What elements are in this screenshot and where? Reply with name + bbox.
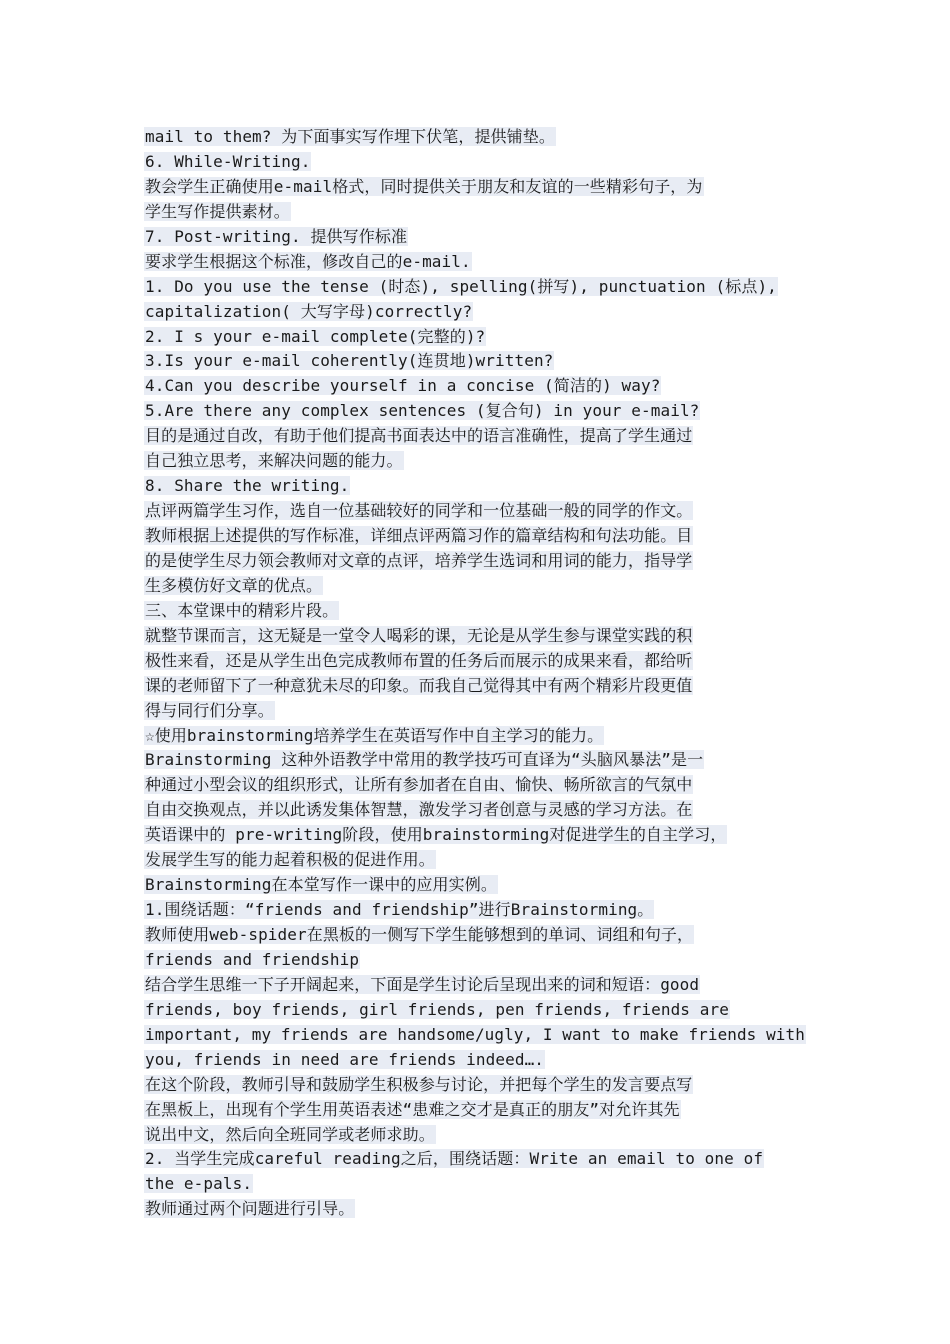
text-line-content: 在这个阶段，教师引导和鼓励学生积极参与讨论，并把每个学生的发言要点写 (145, 1074, 693, 1094)
text-line-content: 在黑板上，出现有个学生用英语表述“患难之交才是真正的朋友”对允许其先 (145, 1099, 680, 1119)
text-line (144, 326, 806, 348)
text-line (144, 276, 806, 298)
text-line (144, 1124, 806, 1146)
text-line (144, 924, 806, 946)
text-line-content: Brainstorming在本堂写作一课中的应用实例。 (145, 875, 497, 895)
text-line (144, 176, 806, 198)
text-line-content: important, my friends are handsome/ugly, I want to make friends with (145, 1024, 805, 1044)
text-line (144, 400, 806, 422)
text-line (144, 450, 806, 472)
text-line (144, 675, 806, 697)
text-line (144, 301, 806, 323)
text-line-content: 8. Share the writing. (145, 476, 350, 496)
text-line (144, 575, 806, 597)
text-line (144, 824, 806, 846)
text-line-content: 学生写作提供素材。 (145, 201, 290, 221)
text-line-content: capitalization( 大写字母)correctly? (145, 301, 473, 321)
text-line-content: 就整节课而言，这无疑是一堂令人喝彩的课，无论是从学生参与课堂实践的积 (145, 625, 693, 645)
text-line-content: 自己独立思考，来解决问题的能力。 (145, 451, 403, 471)
text-line-content: 发展学生写的能力起着积极的促进作用。 (145, 850, 435, 870)
text-line (144, 201, 806, 223)
text-line-content: 教师根据上述提供的写作标准，详细点评两篇习作的篇章结构和句法功能。目 (145, 526, 693, 545)
text-line-content: 得与同行们分享。 (145, 700, 274, 720)
text-line (144, 1173, 806, 1195)
text-line-content: 6. While-Writing. (145, 151, 311, 171)
text-line (144, 774, 806, 796)
text-line (144, 600, 806, 622)
text-line (144, 151, 806, 173)
text-line (144, 425, 806, 447)
text-line (144, 1024, 806, 1046)
text-line-content: 2. 当学生完成careful reading之后，围绕话题：Write an email to one of (145, 1149, 764, 1169)
text-line (144, 899, 806, 921)
text-line-content: you, friends in need are friends indeed…. (145, 1049, 545, 1069)
text-line (144, 874, 806, 896)
text-line-content: 3.Is your e-mail coherently(连贯地)written? (145, 351, 554, 371)
text-line (144, 525, 806, 547)
text-line-content: 课的老师留下了一种意犹未尽的印象。而我自己觉得其中有两个精彩片段更值 (145, 675, 693, 695)
text-line-content: ☆使用brainstorming培养学生在英语写作中自主学习的能力。 (145, 725, 604, 745)
text-line (144, 126, 806, 148)
text-line (144, 650, 806, 672)
text-line (144, 350, 806, 372)
text-line (144, 999, 806, 1021)
text-line-content: friends and friendship (145, 949, 360, 969)
text-line-content: 1. Do you use the tense (时态), spelling(拼写), punctuation (标点), (145, 276, 777, 296)
text-line (144, 749, 806, 771)
text-line-content: 目的是通过自改，有助于他们提高书面表达中的语言准确性，提高了学生通过 (145, 426, 693, 446)
text-line (144, 500, 806, 522)
text-line-content: 4.Can you describe yourself in a concise (简洁的) way? (145, 376, 661, 396)
text-line (144, 849, 806, 871)
text-line (144, 550, 806, 572)
text-line (144, 725, 806, 747)
text-line (144, 1049, 806, 1071)
text-line-content: 5.Are there any complex sentences (复合句) in your e-mail? (145, 401, 700, 421)
text-line (144, 1074, 806, 1096)
text-line (144, 799, 806, 821)
text-line-content: the e-pals. (145, 1174, 253, 1194)
text-line-content: 点评两篇学生习作，选自一位基础较好的同学和一位基础一般的同学的作文。 (145, 501, 693, 521)
text-line-content: 英语课中的 pre-writing阶段，使用brainstorming对促进学生的自主学习， (145, 825, 727, 845)
text-line (144, 974, 806, 996)
text-line-content: 要求学生根据这个标准，修改自己的e-mail. (145, 251, 471, 271)
text-line-content: 生多模仿好文章的优点。 (145, 575, 323, 595)
text-line-content: 极性来看，还是从学生出色完成教师布置的任务后而展示的成果来看，都给听 (145, 650, 693, 670)
text-line-content: 教会学生正确使用e-mail格式，同时提供关于朋友和友谊的一些精彩句子，为 (145, 176, 703, 196)
text-line-content: 种通过小型会议的组织形式，让所有参加者在自由、愉快、畅所欲言的气氛中 (145, 775, 693, 795)
text-line-content: mail to them? 为下面事实写作埋下伏笔，提供铺垫。 (145, 127, 555, 146)
text-line-content: 说出中文，然后向全班同学或老师求助。 (145, 1124, 435, 1144)
text-line (144, 375, 806, 397)
text-line-content: friends, boy friends, girl friends, pen friends, friends are (145, 999, 729, 1019)
text-line-content: 教师通过两个问题进行引导。 (145, 1199, 355, 1219)
text-line (144, 1099, 806, 1121)
text-line-content: 2. I s your e-mail complete(完整的)? (145, 326, 486, 346)
text-line-content: 自由交换观点，并以此诱发集体智慧，激发学习者创意与灵感的学习方法。在 (145, 800, 693, 820)
text-line-content: Brainstorming 这种外语教学中常用的教学技巧可直译为“头脑风暴法”是一 (145, 750, 704, 770)
text-line (144, 949, 806, 971)
text-line-content: 1.围绕话题：“friends and friendship”进行Brainstorming。 (145, 900, 654, 920)
text-line-content: 7. Post-writing. 提供写作标准 (145, 226, 408, 246)
text-line (144, 625, 806, 647)
document-body (144, 126, 806, 1223)
text-line-content: 的是使学生尽力领会教师对文章的点评，培养学生选词和用词的能力，指导学 (145, 550, 693, 570)
text-line (144, 700, 806, 722)
text-line-content: 教师使用web-spider在黑板的一侧写下学生能够想到的单词、词组和句子， (145, 925, 694, 944)
text-line (144, 226, 806, 248)
text-line (144, 1148, 806, 1170)
text-line (144, 251, 806, 273)
text-line-content: 三、本堂课中的精彩片段。 (145, 600, 339, 620)
text-line-content: 结合学生思维一下子开阔起来，下面是学生讨论后呈现出来的词和短语：good (145, 974, 700, 994)
text-line (144, 1198, 806, 1220)
text-line (144, 475, 806, 497)
